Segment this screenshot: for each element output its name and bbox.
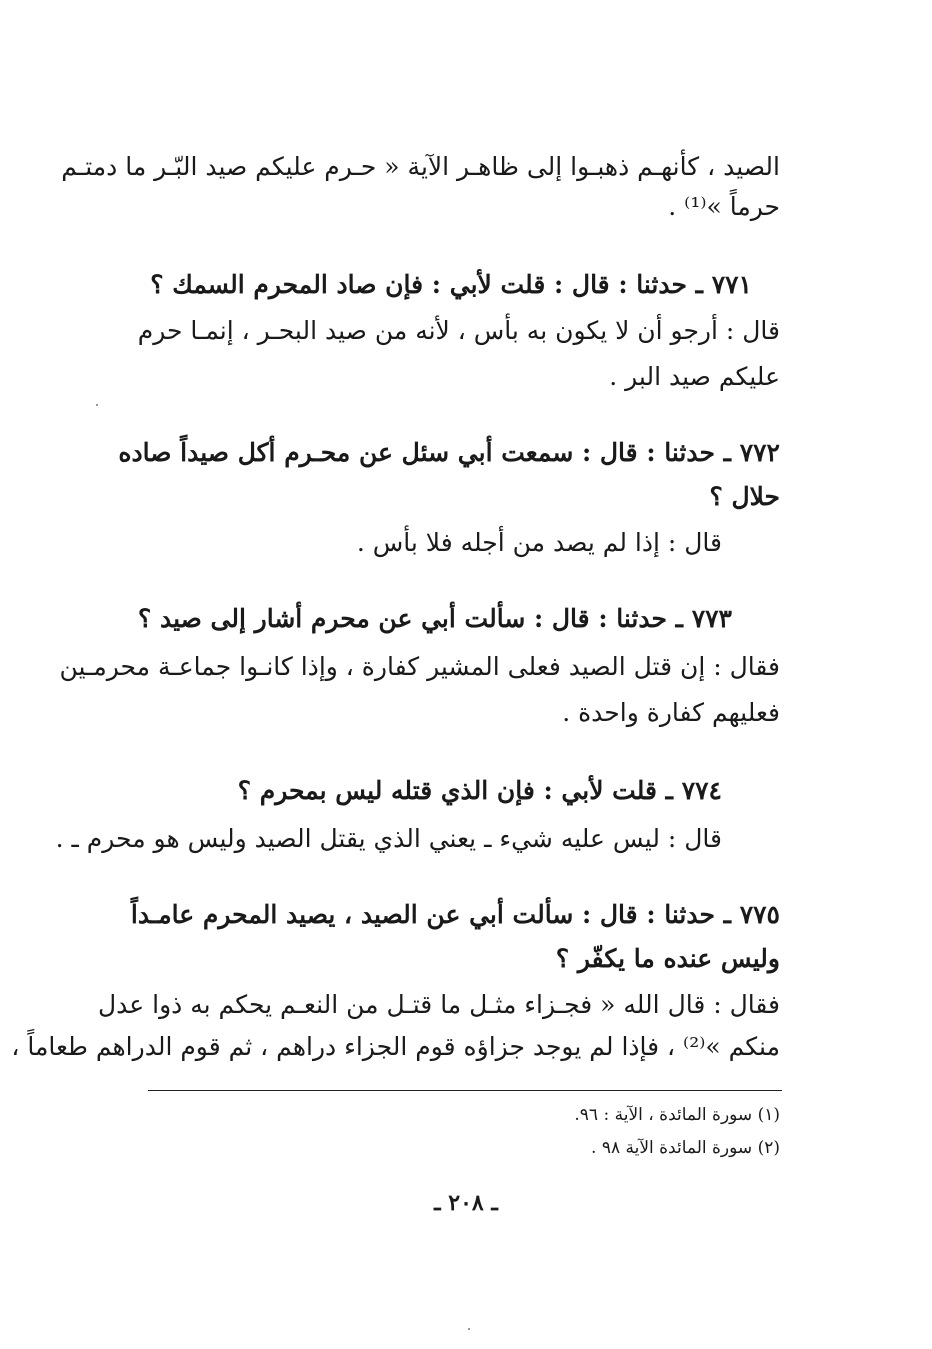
text-line: حرماً »⁽¹⁾ . [668,192,780,221]
entry-771-answer-line: قال : أرجو أن لا يكون به بأس ، لأنه من صيد البحـر ، إنمـا حرم [137,316,780,345]
scan-speck [468,1328,470,1330]
entry-771-question: ٧٧١ ـ حدثنا : قال : قلت لأبي : فإن صاد المحرم السمك ؟ [150,270,752,299]
entry-773-question: ٧٧٣ ـ حدثنا : قال : سألت أبي عن محرم أشار إلى صيد ؟ [137,604,732,633]
entry-772-answer: قال : إذا لم يصد من أجله فلا بأس . [356,528,722,557]
text-line: الصيد ، كأنهـم ذهبـوا إلى ظاهـر الآية « حـرم عليكم صيد البّـر ما دمتـم [61,152,780,181]
footnote-divider [148,1090,782,1091]
entry-772-question-line: ٧٧٢ ـ حدثنا : قال : سمعت أبي سئل عن محـرم أكل صيداً صاده [118,438,780,467]
footnote-1: (١) سورة المائدة ، الآية : ٩٦. [574,1105,780,1125]
entry-774-answer: قال : ليس عليه شيء ـ يعني الذي يقتل الصيد وليس هو محرم ـ . [55,824,722,853]
entry-775-question-line: ٧٧٥ ـ حدثنا : قال : سألت أبي عن الصيد ، يصيد المحرم عامـداً [130,900,780,929]
scan-speck [96,404,98,406]
entry-771-answer-line: عليكم صيد البر . [609,362,780,391]
entry-774-question: ٧٧٤ ـ قلت لأبي : فإن الذي قتله ليس بمحرم ؟ [237,776,722,805]
footnote-2: (٢) سورة المائدة الآية ٩٨ . [591,1138,780,1158]
entry-775-answer-line: منكم »⁽²⁾ ، فإذا لم يوجد جزاؤه قوم الجزاء دراهم ، ثم قوم الدراهم طعاماً ، [11,1032,780,1061]
page-number: ـ ٢٠٨ ـ [434,1190,498,1216]
entry-773-answer-line: فقال : إن قتل الصيد فعلى المشير كفارة ، وإذا كانـوا جماعـة محرمـين [59,652,780,681]
entry-775-question-line: وليس عنده ما يكفّر ؟ [555,944,780,973]
entry-773-answer-line: فعليهم كفارة واحدة . [562,698,780,727]
entry-772-question-line: حلال ؟ [709,482,780,511]
entry-775-answer-line: فقال : قال الله « فجـزاء مثـل ما قتـل من النعـم يحكم به ذوا عدل [98,990,780,1019]
